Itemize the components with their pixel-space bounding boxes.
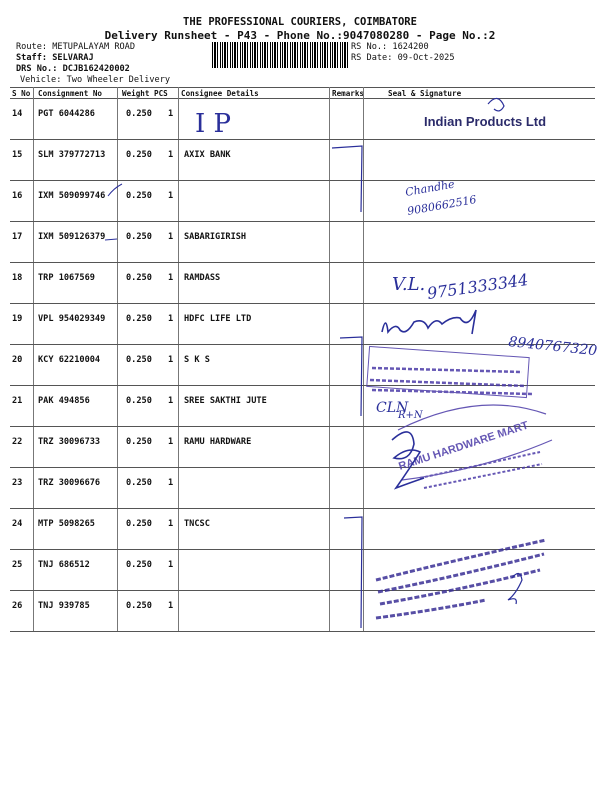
drs-value: DCJB162420002 [62, 64, 130, 74]
table-top-rule [10, 87, 595, 88]
stamp-text: RAMU HARDWARE MART [397, 419, 530, 473]
row-sno: 20 [12, 355, 23, 365]
row-pcs: 1 [168, 232, 174, 242]
row-pcs: 1 [168, 519, 174, 529]
row-consignee: HDFC LIFE LTD [184, 314, 252, 324]
row-consignment-no: TRP 1067569 [38, 273, 95, 283]
row-consignee: AXIX BANK [184, 150, 231, 160]
row-sno: 15 [12, 150, 23, 160]
row-sno: 16 [12, 191, 23, 201]
rs-no-line: RS No.: 1624200 [351, 42, 429, 52]
row-weight: 0.250 [126, 314, 152, 324]
row-rule [10, 631, 595, 632]
row-weight: 0.250 [126, 396, 152, 406]
table-row [0, 345, 600, 386]
row-consignment-no: VPL 954029349 [38, 314, 106, 324]
row-pcs: 1 [168, 478, 174, 488]
handwritten-initials: I P [195, 109, 232, 139]
row-consignment-no: MTP 5098265 [38, 519, 95, 529]
row-weight: 0.250 [126, 150, 152, 160]
row-pcs: 1 [168, 109, 174, 119]
table-row [0, 99, 600, 140]
handwritten-phone: 8940767320 [507, 334, 598, 360]
handwritten-phone: 9751333344 [425, 269, 530, 303]
row-consignee: S K S [184, 355, 210, 365]
row-sno: 21 [12, 396, 23, 406]
row-consignment-no: TRZ 30096733 [38, 437, 101, 447]
row-sno: 17 [12, 232, 23, 242]
row-pcs: 1 [168, 191, 174, 201]
table-row [0, 181, 600, 222]
row-consignment-no: TNJ 939785 [38, 601, 90, 611]
rs-date-value: 09-Oct-2025 [397, 53, 455, 63]
col-consignee-header: Consignee Details [181, 89, 259, 98]
stamp-company-text: Indian Products Ltd [424, 114, 547, 129]
row-consignee: RAMU HARDWARE [184, 437, 252, 447]
row-pcs: 1 [168, 314, 174, 324]
handwritten-note: CLN [376, 400, 409, 416]
table-row [0, 509, 600, 550]
row-pcs: 1 [168, 560, 174, 570]
drs-line: DRS No.: DCJB162420002 [16, 64, 130, 74]
row-consignee: TNCSC [184, 519, 210, 529]
table-row [0, 263, 600, 304]
table-row [0, 304, 600, 345]
handwritten-name: Chandhe [404, 177, 456, 199]
row-consignment-no: PGT 6044286 [38, 109, 95, 119]
handwritten-phone: 9080662516 [406, 192, 478, 218]
col-remarks-header: Remarks [332, 89, 365, 98]
row-pcs: 1 [168, 396, 174, 406]
row-sno: 19 [12, 314, 23, 324]
table-row [0, 427, 600, 468]
col-sno-header: S No [12, 89, 31, 98]
row-pcs: 1 [168, 355, 174, 365]
row-sno: 23 [12, 478, 23, 488]
row-consignment-no: SLM 379772713 [38, 150, 106, 160]
table-row [0, 386, 600, 427]
route-line: Route: METUPALAYAM ROAD [16, 42, 136, 52]
row-weight: 0.250 [126, 478, 152, 488]
row-consignment-no: TRZ 30096676 [38, 478, 101, 488]
table-row [0, 468, 600, 509]
row-pcs: 1 [168, 150, 174, 160]
staff-value: SELVARAJ [52, 53, 94, 63]
row-weight: 0.250 [126, 109, 152, 119]
col-weight-header: Weight [122, 89, 150, 98]
table-row [0, 591, 600, 632]
col-seal-header: Seal & Signature [388, 89, 462, 98]
row-weight: 0.250 [126, 191, 152, 201]
runsheet-subtitle: Delivery Runsheet - P43 - Phone No.:9047080280 - Page No.:2 [104, 29, 496, 42]
vehicle-line: Vehicle: Two Wheeler Delivery [20, 75, 171, 85]
rs-no-value: 1624200 [392, 42, 429, 52]
table-row [0, 222, 600, 263]
row-sno: 26 [12, 601, 23, 611]
row-consignee: SABARIGIRISH [184, 232, 247, 242]
vehicle-value: Two Wheeler Delivery [66, 75, 171, 85]
row-sno: 25 [12, 560, 23, 570]
row-consignee: RAMDASS [184, 273, 221, 283]
staff-line: Staff: SELVARAJ [16, 53, 94, 63]
row-weight: 0.250 [126, 560, 152, 570]
row-consignment-no: KCY 62210004 [38, 355, 101, 365]
row-consignment-no: TNJ 686512 [38, 560, 90, 570]
row-weight: 0.250 [126, 601, 152, 611]
table-row [0, 550, 600, 591]
row-pcs: 1 [168, 437, 174, 447]
row-sno: 22 [12, 437, 23, 447]
handwritten-signature: R+N [398, 410, 423, 421]
handwritten-signature: V.L. [392, 274, 426, 295]
row-weight: 0.250 [126, 437, 152, 447]
col-consignment-header: Consignment No [38, 89, 103, 98]
row-weight: 0.250 [126, 232, 152, 242]
rs-date-line: RS Date: 09-Oct-2025 [351, 53, 455, 63]
table-row [0, 140, 600, 181]
row-weight: 0.250 [126, 273, 152, 283]
company-title: THE PROFESSIONAL COURIERS, COIMBATORE [183, 16, 417, 28]
row-pcs: 1 [168, 601, 174, 611]
row-sno: 24 [12, 519, 23, 529]
row-sno: 14 [12, 109, 23, 119]
row-consignee: SREE SAKTHI JUTE [184, 396, 267, 406]
row-consignment-no: PAK 494856 [38, 396, 90, 406]
row-sno: 18 [12, 273, 23, 283]
row-pcs: 1 [168, 273, 174, 283]
barcode-image [212, 42, 348, 68]
row-consignment-no: IXM 509126379 [38, 232, 106, 242]
row-consignment-no: IXM 509099746 [38, 191, 106, 201]
col-pcs-header: PCS [154, 89, 168, 98]
row-weight: 0.250 [126, 355, 152, 365]
route-value: METUPALAYAM ROAD [52, 42, 136, 52]
row-weight: 0.250 [126, 519, 152, 529]
